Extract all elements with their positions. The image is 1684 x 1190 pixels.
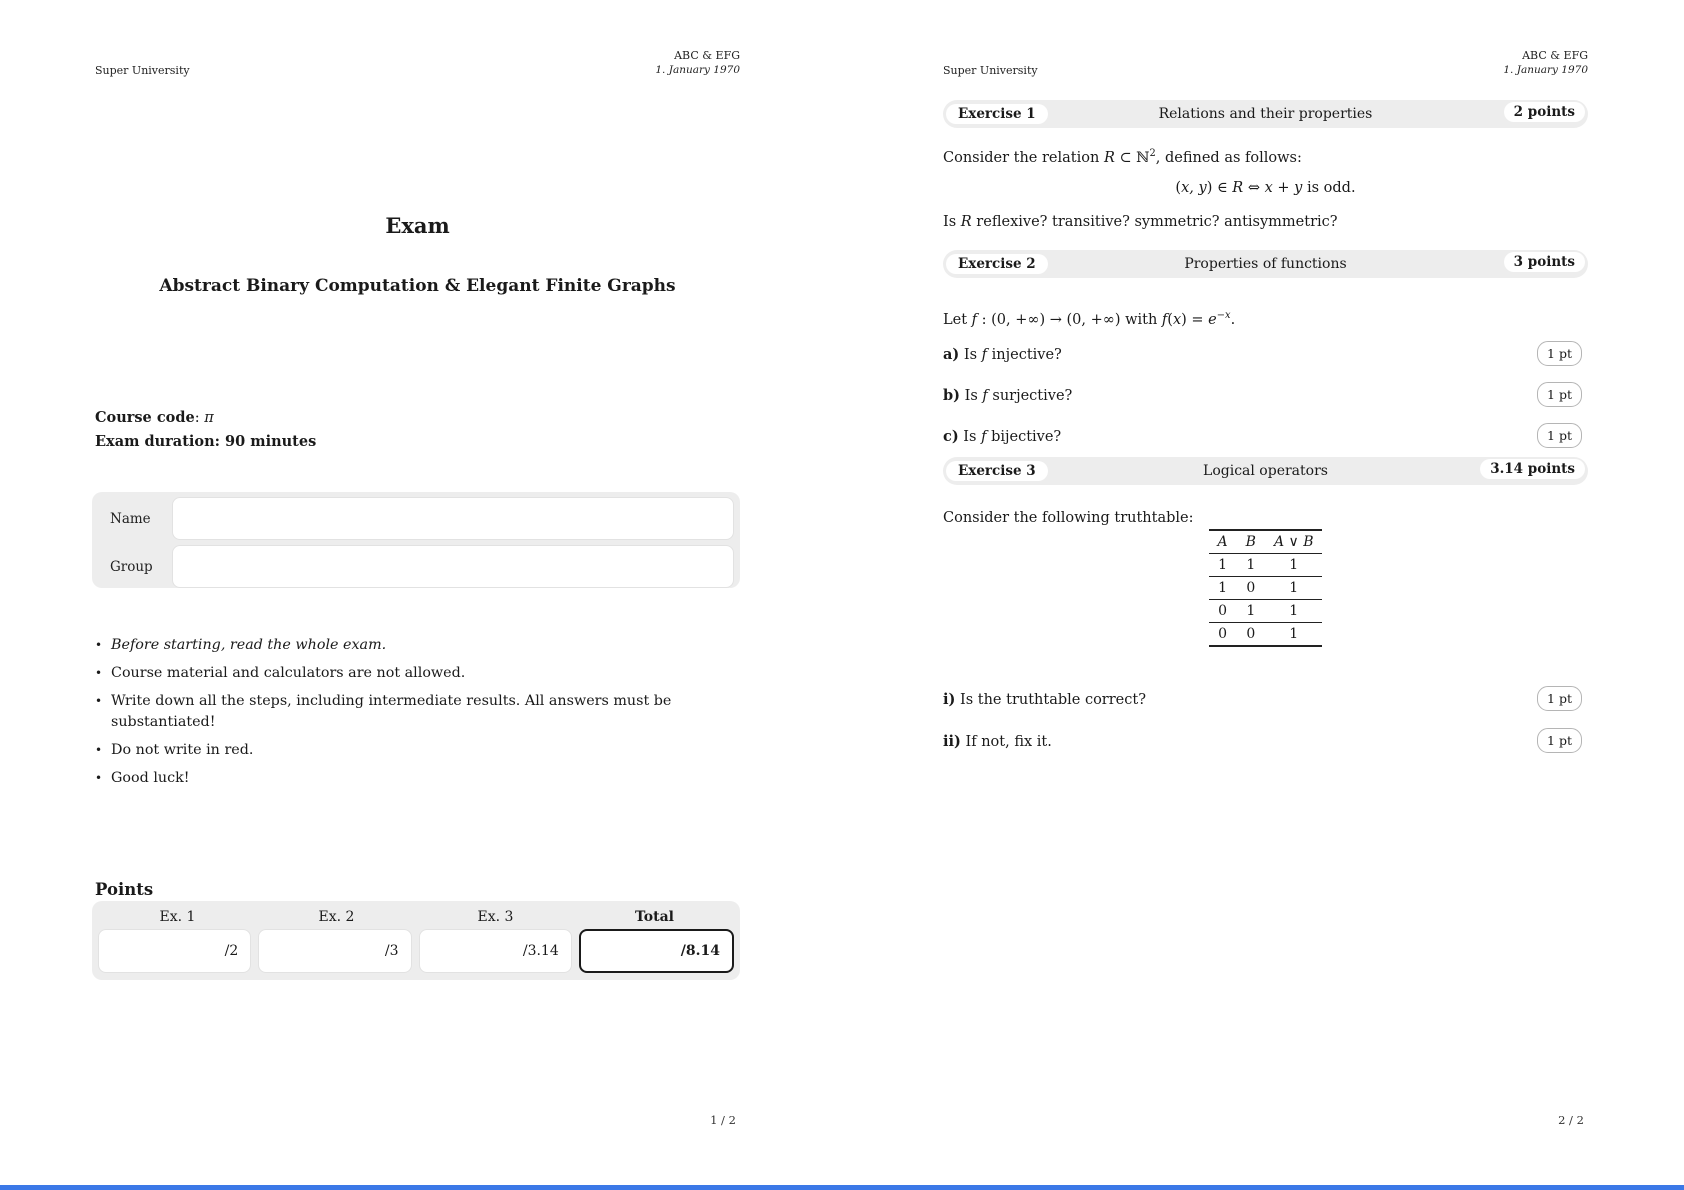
exam-duration-line: Exam duration: 90 minutes <box>95 433 317 450</box>
name-input[interactable] <box>172 497 734 540</box>
page2-header-course-tag: ABC & EFG <box>1522 49 1588 62</box>
group-label: Group <box>110 558 153 575</box>
exercise1-badge: Exercise 1 <box>946 104 1048 124</box>
exercise3-intro: Consider the following truthtable: <box>943 510 1194 526</box>
exercise1-points-badge: 2 points <box>1504 102 1585 122</box>
instruction-text: Do not write in red. <box>111 742 254 758</box>
page1-header-course-tag: ABC & EFG <box>674 49 740 62</box>
instruction-text: Write down all the steps, including intermediate results. All answers must be substantiated! <box>111 693 672 730</box>
instruction-item <box>95 691 743 733</box>
truth-table-cell: 0 <box>1209 600 1237 623</box>
truth-table-cell: 1 <box>1265 623 1323 647</box>
truth-table-wrapper <box>943 529 1588 647</box>
instruction-text: Good luck! <box>111 770 190 786</box>
truth-table <box>1209 529 1323 647</box>
page1-footer-page-number: 1 / 2 <box>710 1113 736 1127</box>
exercise1-header-bar <box>943 100 1588 128</box>
question-row-i <box>943 689 1588 711</box>
question-row-a <box>943 344 1588 366</box>
points-box-total: /8.14 <box>579 929 734 973</box>
question-row-ii <box>943 731 1588 753</box>
bullet-icon: • <box>95 694 103 708</box>
bullet-icon: • <box>95 666 103 680</box>
truth-table-header-AvB: A ∨ B <box>1265 530 1323 554</box>
question-ii-label: ii) <box>943 733 961 750</box>
exercise2-title: Properties of functions <box>1184 256 1347 272</box>
truth-table-row <box>1209 577 1323 600</box>
exercise2-badge: Exercise 2 <box>946 254 1048 274</box>
truth-table-header-B: B <box>1237 530 1265 554</box>
exercise2-header-bar <box>943 250 1588 278</box>
exam-title: Exam <box>385 213 450 238</box>
question-a-label: a) <box>943 346 960 363</box>
exercise1-intro: Consider the relation R ⊂ ℕ$^2$, defined as follows: <box>943 148 1302 166</box>
points-col-total-header: Total <box>634 908 674 925</box>
points-box-ex2: /3 <box>258 929 411 973</box>
question-i-label: i) <box>943 691 956 708</box>
points-table <box>92 901 740 980</box>
question-i-point-badge: 1 pt <box>1537 686 1582 711</box>
page2-header-right <box>1288 49 1588 77</box>
exercise1-title: Relations and their properties <box>1158 106 1373 122</box>
truth-table-header-A: A <box>1209 530 1237 554</box>
page2-header-date: 1. January 1970 <box>1503 64 1588 76</box>
exercise1-question: Is R reflexive? transitive? symmetric? antisymmetric? <box>943 214 1338 230</box>
points-box-ex3: /3.14 <box>419 929 572 973</box>
exam-subtitle: Abstract Binary Computation & Elegant Finite Graphs <box>159 276 676 296</box>
truth-table-cell: 1 <box>1265 577 1323 600</box>
question-row-b <box>943 385 1588 407</box>
points-heading: Points <box>95 880 154 899</box>
points-col-ex3-header: Ex. 3 <box>477 908 514 925</box>
instruction-item <box>95 740 743 761</box>
question-b-point-badge: 1 pt <box>1537 382 1582 407</box>
page2-header-institution: Super University <box>943 64 1038 77</box>
truth-table-cell: 0 <box>1237 623 1265 647</box>
instructions-list <box>95 635 743 796</box>
question-ii-point-badge: 1 pt <box>1537 728 1582 753</box>
question-c-point-badge: 1 pt <box>1537 423 1582 448</box>
truth-table-row <box>1209 554 1323 577</box>
points-table-header-row <box>98 904 734 929</box>
bullet-icon: • <box>95 638 103 652</box>
instruction-item <box>95 663 743 684</box>
exercise3-badge: Exercise 3 <box>946 461 1048 481</box>
exercise3-points-badge: 3.14 points <box>1480 459 1585 479</box>
course-info-block <box>95 406 316 454</box>
page1-header-right <box>440 49 740 77</box>
question-c-label: c) <box>943 428 959 445</box>
truth-table-cell: 1 <box>1237 554 1265 577</box>
points-table-value-row <box>98 929 734 973</box>
points-box-ex1: /2 <box>98 929 251 973</box>
truth-table-cell: 1 <box>1265 600 1323 623</box>
page1-header-date: 1. January 1970 <box>655 64 740 76</box>
points-col-ex2-header: Ex. 2 <box>318 908 355 925</box>
instruction-item <box>95 768 743 789</box>
truth-table-cell: 1 <box>1265 554 1323 577</box>
group-row <box>98 545 734 588</box>
page2-footer-page-number: 2 / 2 <box>1558 1113 1584 1127</box>
page1-header-institution: Super University <box>95 64 190 77</box>
name-label: Name <box>110 510 151 527</box>
exercise2-points-badge: 3 points <box>1504 252 1585 272</box>
question-a-point-badge: 1 pt <box>1537 341 1582 366</box>
truth-table-cell: 1 <box>1237 600 1265 623</box>
question-c-text: Is f bijective? <box>958 429 1062 445</box>
truth-table-header-row <box>1209 530 1323 554</box>
instruction-text: Course material and calculators are not allowed. <box>111 665 466 681</box>
bullet-icon: • <box>95 771 103 785</box>
truth-table-cell: 1 <box>1209 554 1237 577</box>
truth-table-cell: 1 <box>1209 577 1237 600</box>
student-info-panel <box>92 492 740 588</box>
question-row-c <box>943 426 1588 448</box>
name-row <box>98 497 734 540</box>
question-b-text: Is f surjective? <box>960 388 1073 404</box>
group-input[interactable] <box>172 545 734 588</box>
exercise2-intro: Let f : (0, +∞) → (0, +∞) with $f(x) = e^{-x}$. <box>943 310 1236 328</box>
instruction-text: Before starting, read the whole exam. <box>111 637 387 653</box>
points-col-ex1-header: Ex. 1 <box>159 908 196 925</box>
truth-table-cell: 0 <box>1237 577 1265 600</box>
course-code-line: Course code: π <box>95 409 214 426</box>
question-i-text: Is the truthtable correct? <box>955 692 1146 708</box>
exercise3-title: Logical operators <box>1203 463 1328 479</box>
question-b-label: b) <box>943 387 960 404</box>
bullet-icon: • <box>95 743 103 757</box>
truth-table-cell: 0 <box>1209 623 1237 647</box>
truth-table-row <box>1209 600 1323 623</box>
question-a-text: Is f injective? <box>959 347 1062 363</box>
truth-table-row <box>1209 623 1323 647</box>
bottom-accent-bar <box>0 1185 1684 1190</box>
exercise3-header-bar <box>943 457 1588 485</box>
instruction-item <box>95 635 743 656</box>
question-ii-text: If not, fix it. <box>960 734 1052 750</box>
exercise1-equation: (x, y) ∈ R ⇔ x + y is odd. <box>1175 180 1356 196</box>
